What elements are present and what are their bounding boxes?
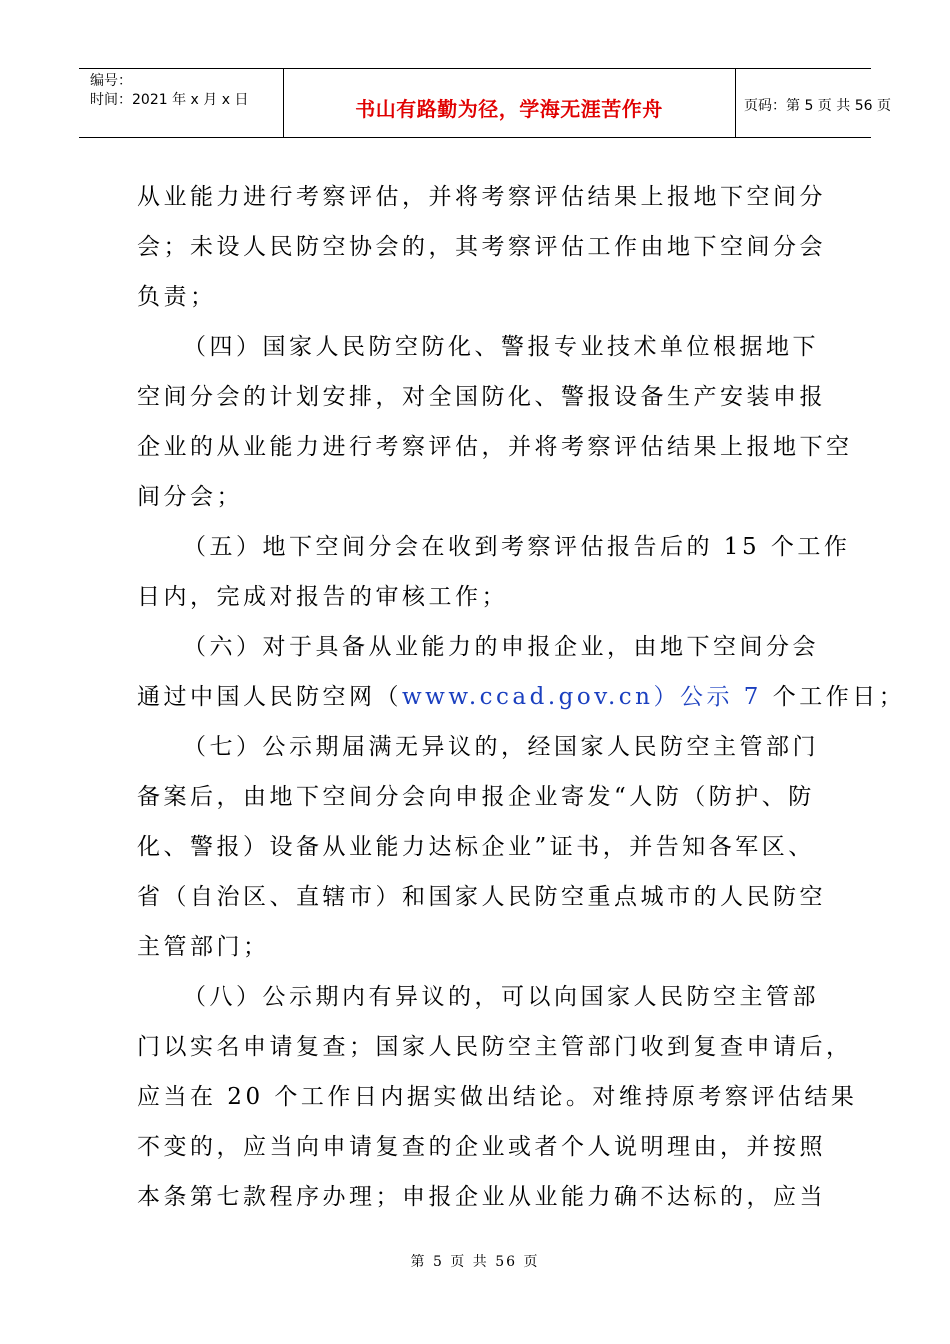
text-line: （四）国家人民防空防化、警报专业技术单位根据地下 <box>183 334 819 360</box>
header-meta <box>79 69 283 137</box>
document-date: 时间：2021 年 x 月 x 日 <box>90 92 249 108</box>
header-motto: 书山有路勤为径，学海无涯苦作舟 <box>355 97 663 121</box>
text-line: 从业能力进行考察评估，并将考察评估结果上报地下空间分 <box>137 184 826 210</box>
document-number-label: 编号： <box>90 73 132 89</box>
text-line: 企业的从业能力进行考察评估，并将考察评估结果上报地下空 <box>137 434 853 460</box>
text-line-with-link <box>137 672 906 722</box>
text-line: 日内，完成对报告的审核工作； <box>137 584 508 610</box>
text-line: （六）对于具备从业能力的申报企业，由地下空间分会 <box>183 634 819 660</box>
header-page-info: 页码：第 5 页 共 56 页 <box>744 98 891 114</box>
text-line: 主管部门； <box>137 934 270 960</box>
page-header <box>79 68 891 138</box>
text-line: 本条第七款程序办理；申报企业从业能力确不达标的，应当 <box>137 1184 826 1210</box>
text-line: 空间分会的计划安排，对全国防化、警报设备生产安装申报 <box>137 384 826 410</box>
website-link[interactable]: www.ccad.gov.cn）公示 7 <box>402 684 762 710</box>
text-segment: 个工作日； <box>761 684 906 710</box>
text-line: 会；未设人民防空协会的，其考察评估工作由地下空间分会 <box>137 234 826 260</box>
text-line: 备案后，由地下空间分会向申报企业寄发“人防（防护、防 <box>137 784 815 810</box>
text-line: （五）地下空间分会在收到考察评估报告后的 15 个工作 <box>183 534 851 560</box>
header-page-cell <box>736 69 891 137</box>
text-line: （八）公示期内有异议的，可以向国家人民防空主管部 <box>183 984 819 1010</box>
header-motto-cell <box>284 69 734 137</box>
text-line: 负责； <box>137 284 217 310</box>
text-line: （七）公示期届满无异议的，经国家人民防空主管部门 <box>183 734 819 760</box>
page-footer: 第 5 页 共 56 页 <box>410 1254 540 1270</box>
text-line: 不变的，应当向申请复查的企业或者个人说明理由，并按照 <box>137 1134 826 1160</box>
document-body <box>137 172 906 1222</box>
text-line: 省（自治区、直辖市）和国家人民防空重点城市的人民防空 <box>137 884 826 910</box>
text-line: 化、警报）设备从业能力达标企业”证书，并告知各军区、 <box>137 834 815 860</box>
text-line: 应当在 20 个工作日内据实做出结论。对维持原考察评估结果 <box>137 1084 858 1110</box>
text-line: 间分会； <box>137 484 243 510</box>
text-segment: 通过中国人民防空网（ <box>137 684 402 710</box>
text-line: 门以实名申请复查；国家人民防空主管部门收到复查申请后， <box>137 1034 853 1060</box>
